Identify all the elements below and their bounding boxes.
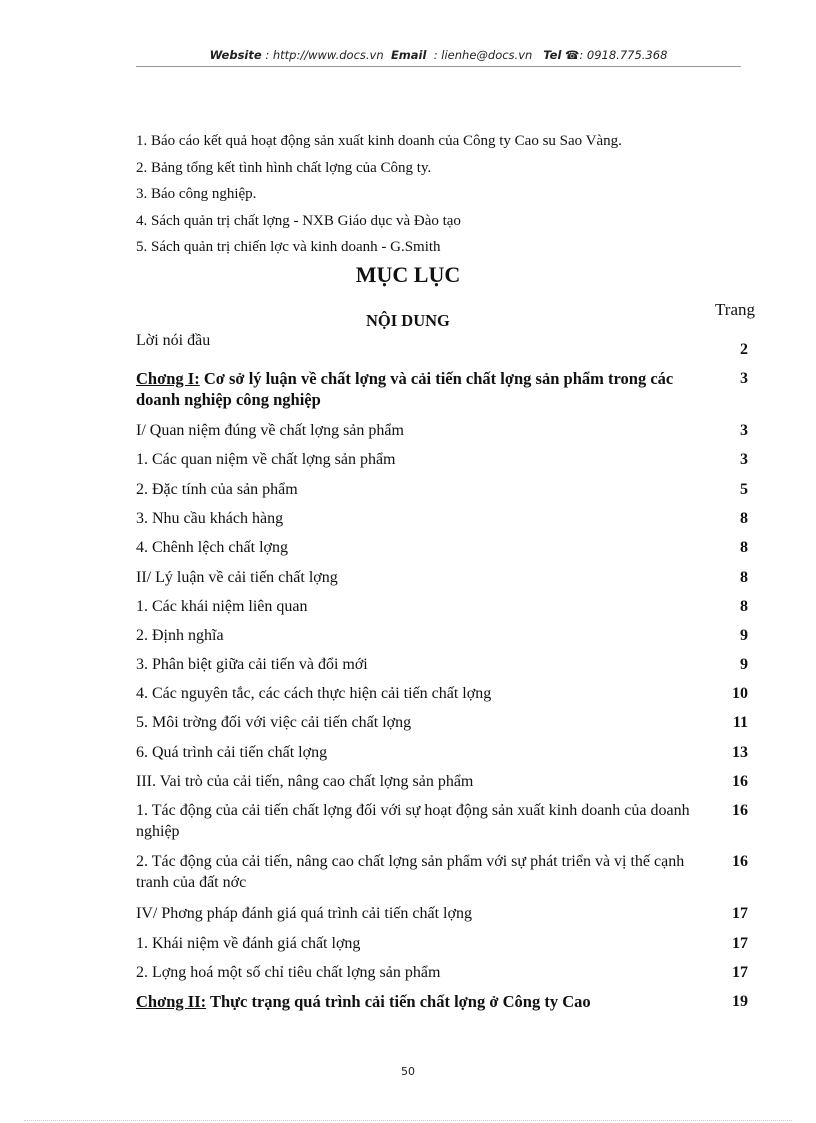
toc-page-num: 8 xyxy=(740,510,748,527)
toc-page-num: 16 xyxy=(732,853,748,870)
toc-item: 1. Các quan niệm về chất lợng sản phẩm xyxy=(136,451,396,468)
toc-page-num: 16 xyxy=(732,802,748,819)
phone-icon: ☎ xyxy=(565,48,580,62)
website-label: Website xyxy=(209,48,262,62)
toc-item: 5. Môi trờng đối với việc cải tiến chất lợng xyxy=(136,714,412,731)
reference-item: 4. Sách quản trị chất lợng - NXB Giáo dục và Đào tạo xyxy=(136,212,461,229)
toc-page-num: 11 xyxy=(732,714,748,731)
toc-page-num: 5 xyxy=(740,481,748,498)
toc-page-num: 19 xyxy=(732,993,748,1010)
header-divider xyxy=(136,66,741,67)
toc-page-num: 17 xyxy=(732,905,748,922)
noidung-header: NỘI DUNG xyxy=(366,311,450,330)
toc-item: 1. Khái niệm về đánh giá chất lợng xyxy=(136,935,361,952)
toc-item-chapter-2 xyxy=(136,991,696,1012)
tel-label: Tel xyxy=(543,48,562,62)
toc-item: III. Vai trò của cải tiến, nâng cao chất lợng sản phẩm xyxy=(136,773,474,790)
toc-page-num: 8 xyxy=(740,598,748,615)
reference-item: 1. Báo cáo kết quả hoạt động sản xuất kinh doanh của Công ty Cao su Sao Vàng. xyxy=(136,133,622,149)
email-value: : lienhe@docs.vn xyxy=(433,48,533,62)
toc-item: I/ Quan niệm đúng về chất lợng sản phẩm xyxy=(136,422,404,439)
toc-page-num: 17 xyxy=(732,935,748,952)
chapter-1-title: Cơ sở lý luận về chất lợng và cải tiến chất lợng sản phẩm trong các doanh nghiệp công nghiệp xyxy=(136,369,674,409)
toc-item: 3. Phân biệt giữa cải tiến và đổi mới xyxy=(136,656,368,673)
toc-page-num: 8 xyxy=(740,569,748,586)
reference-item: 2. Bảng tổng kết tình hình chất lợng của Công ty. xyxy=(136,159,432,176)
chapter-2-prefix: Chơng II: xyxy=(136,992,207,1011)
toc-page-num: 3 xyxy=(740,370,748,387)
toc-item: 2. Đặc tính của sản phẩm xyxy=(136,481,298,498)
toc-item-chapter-1 xyxy=(136,368,696,410)
toc-page-num: 3 xyxy=(740,451,748,468)
toc-page-num: 13 xyxy=(732,744,748,761)
trang-header: Trang xyxy=(715,300,755,319)
email-label: Email xyxy=(390,48,427,62)
toc-item: 2. Tác động của cải tiến, nâng cao chất lợng sản phẩm với sự phát triển và vị thế cạnh tranh của đất nớc xyxy=(136,853,685,891)
toc-item: II/ Lý luận về cải tiến chất lợng xyxy=(136,569,338,586)
toc-item: 1. Tác động của cải tiến chất lợng đối với sự hoạt động sản xuất kinh doanh của doanh nghiệp xyxy=(136,802,690,840)
chapter-2-title: Thực trạng quá trình cải tiến chất lợng ở Công ty Cao xyxy=(206,992,591,1011)
toc-page-num: 9 xyxy=(740,656,748,673)
toc-page-num: 3 xyxy=(740,422,748,439)
chapter-1-prefix: Chơng I: xyxy=(136,369,200,388)
page-title: MỤC LỤC xyxy=(355,262,461,287)
toc-page-num: 10 xyxy=(732,685,748,702)
toc-item: 3. Nhu cầu khách hàng xyxy=(136,510,284,527)
toc-item: IV/ Phơng pháp đánh giá quá trình cải tiến chất lợng xyxy=(136,905,472,922)
reference-list xyxy=(136,128,622,261)
toc-item: 2. Lợng hoá một số chỉ tiêu chất lợng sản phẩm xyxy=(136,964,441,981)
toc-page-num: 2 xyxy=(740,341,748,358)
footer-page-number: 50 xyxy=(401,1065,415,1078)
reference-item: 3. Báo công nghiệp. xyxy=(136,186,257,202)
reference-item: 5. Sách quản trị chiến lợc và kinh doanh - G.Smith xyxy=(136,239,441,255)
toc-page-num: 9 xyxy=(740,627,748,644)
toc-item: 4. Chênh lệch chất lợng xyxy=(136,539,288,556)
toc-item: 4. Các nguyên tắc, các cách thực hiện cải tiến chất lợng xyxy=(136,685,492,702)
toc-item: 1. Các khái niệm liên quan xyxy=(136,598,308,615)
toc-item: 6. Quá trình cải tiến chất lợng xyxy=(136,744,328,761)
toc-item-loi-noi-dau: Lời nói đầu xyxy=(136,332,211,349)
toc-page-num: 8 xyxy=(740,539,748,556)
toc-page-num: 16 xyxy=(732,773,748,790)
toc-page-num: 17 xyxy=(732,964,748,981)
toc-item: 2. Định nghĩa xyxy=(136,627,224,644)
tel-value: : 0918.775.368 xyxy=(579,48,668,62)
footer-divider xyxy=(24,1120,792,1121)
page-header xyxy=(136,48,741,62)
website-url: : http://www.docs.vn xyxy=(265,48,384,62)
